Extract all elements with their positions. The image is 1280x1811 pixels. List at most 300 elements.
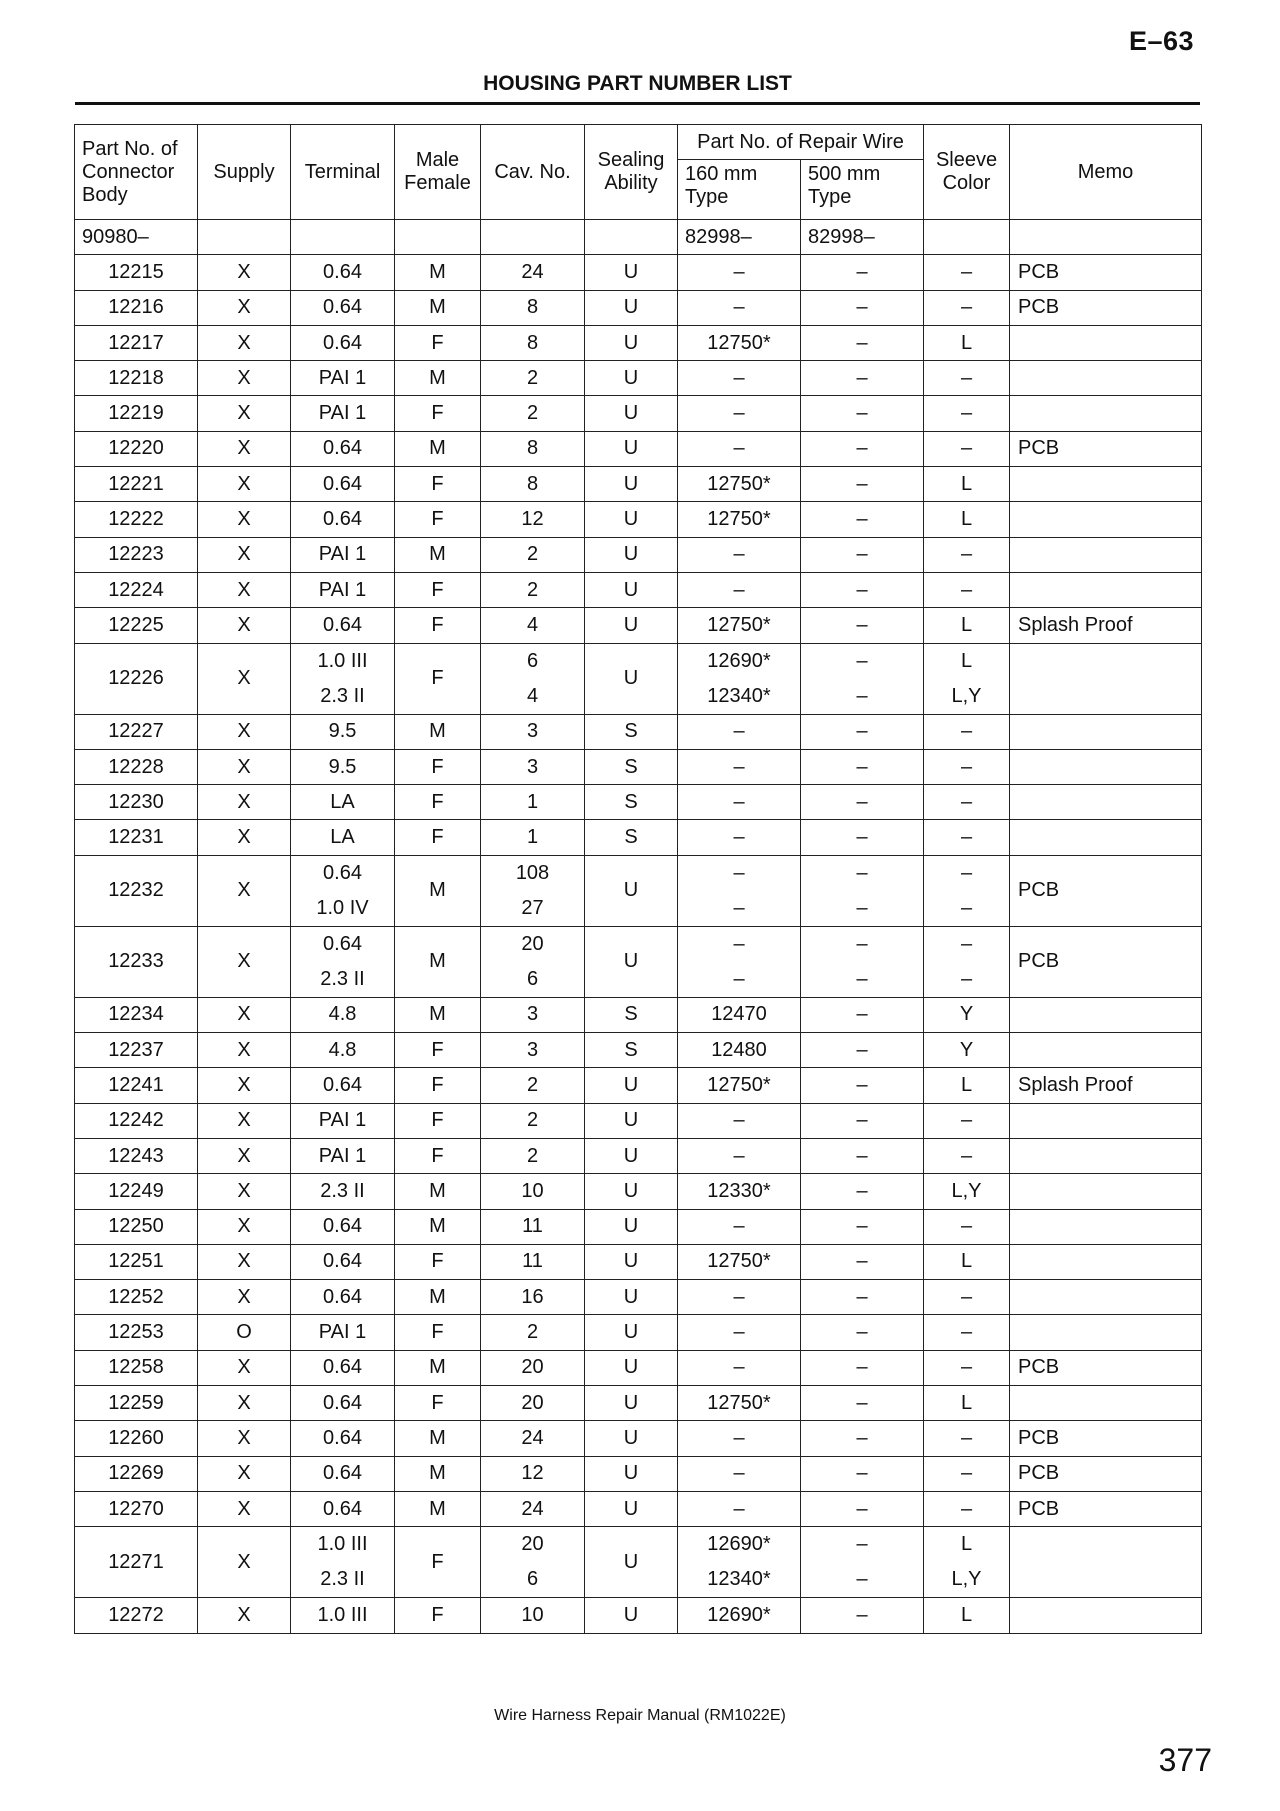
cell-wire-160: – [678, 537, 801, 572]
cell-sleeve-color: Y [924, 997, 1010, 1032]
cell-wire-160: – [678, 1315, 801, 1350]
cell-supply: X [198, 820, 291, 855]
cell-male-female: F [395, 1033, 481, 1068]
cell-connector-body: 12259 [75, 1386, 198, 1421]
table-row [75, 1174, 1202, 1209]
cell-cav-no: 2 [481, 361, 585, 396]
cell-male-female: M [395, 997, 481, 1032]
cell-connector-body: 12233 [75, 926, 198, 997]
cell-sleeve-color: L,Y [924, 1174, 1010, 1209]
footer-manual: Wire Harness Repair Manual (RM1022E) [494, 1707, 786, 1724]
cell-terminal: 0.64 [291, 1456, 395, 1491]
cell-sleeve-color: L [924, 325, 1010, 360]
cell-terminal-line: 2.3 II [320, 684, 365, 707]
cell-wire-160: – [678, 820, 801, 855]
cell-wire-500: – [801, 1244, 924, 1279]
cell-cav-no-line: 4 [526, 684, 539, 707]
cell-terminal: 0.64 [291, 608, 395, 643]
cell-supply: X [198, 997, 291, 1032]
cell-memo: Splash Proof [1010, 1068, 1202, 1103]
cell-sealing: S [585, 997, 678, 1032]
cell-wire-500 [801, 1527, 924, 1598]
cell-connector-body: 12237 [75, 1033, 198, 1068]
cell-sealing: U [585, 1103, 678, 1138]
cell-cav-no: 3 [481, 749, 585, 784]
cell-sealing: U [585, 467, 678, 502]
cell-cav-no: 2 [481, 537, 585, 572]
cell-cav-no: 3 [481, 714, 585, 749]
cell-wire-500: – [801, 1386, 924, 1421]
cell-wire-500: – [801, 431, 924, 466]
cell-cav-no: 1 [481, 820, 585, 855]
cell-wire-500 [801, 855, 924, 926]
cell-terminal-line: 0.64 [323, 932, 362, 955]
cell-connector-body: 12217 [75, 325, 198, 360]
cell-connector-body: 12225 [75, 608, 198, 643]
cell-sealing: U [585, 361, 678, 396]
cell-memo [1010, 1527, 1202, 1598]
body-prefix: 90980– [75, 220, 198, 255]
cell-supply: X [198, 1068, 291, 1103]
cell-sleeve-color-line: – [960, 932, 973, 955]
cell-male-female: M [395, 1280, 481, 1315]
cell-connector-body: 12271 [75, 1527, 198, 1598]
cell-memo [1010, 997, 1202, 1032]
cell-male-female: M [395, 1456, 481, 1491]
cell-terminal: LA [291, 785, 395, 820]
cell-wire-160 [678, 1527, 801, 1598]
header-sealing: Sealing Ability [585, 125, 678, 220]
cell-connector-body: 12216 [75, 290, 198, 325]
cell-male-female: M [395, 855, 481, 926]
cell-terminal: 1.0 III [291, 1598, 395, 1633]
cell-sealing: U [585, 1209, 678, 1244]
cell-connector-body: 12269 [75, 1456, 198, 1491]
table-row [75, 1527, 1202, 1598]
cell-memo [1010, 749, 1202, 784]
cell-supply: X [198, 608, 291, 643]
cell-wire-500-line: – [856, 649, 868, 672]
table-row [75, 1033, 1202, 1068]
cell-terminal [291, 643, 395, 714]
cell-supply: X [198, 361, 291, 396]
cell-terminal [291, 1527, 395, 1598]
cell-sealing: S [585, 714, 678, 749]
cell-wire-500: – [801, 1068, 924, 1103]
cell-wire-500: – [801, 502, 924, 537]
cell-sealing: U [585, 537, 678, 572]
cell-supply: X [198, 1138, 291, 1173]
cell-cav-no-line: 20 [521, 932, 544, 955]
cell-wire-500: – [801, 1315, 924, 1350]
cell-terminal-line: 0.64 [323, 861, 362, 884]
cell-sleeve-color: L [924, 502, 1010, 537]
cell-wire-500 [801, 643, 924, 714]
table-row [75, 1491, 1202, 1526]
cell-cav-no: 8 [481, 431, 585, 466]
cell-wire-160: – [678, 714, 801, 749]
header-part-no: Part No. of Connector Body [75, 125, 198, 220]
cell-connector-body: 12253 [75, 1315, 198, 1350]
cell-sealing: U [585, 572, 678, 607]
cell-sealing: S [585, 820, 678, 855]
cell-wire-500: – [801, 1174, 924, 1209]
cell-wire-160: – [678, 1103, 801, 1138]
cell-male-female: F [395, 396, 481, 431]
cell-memo [1010, 1138, 1202, 1173]
cell-memo [1010, 714, 1202, 749]
cell-memo [1010, 1033, 1202, 1068]
cell-wire-160: 12750* [678, 608, 801, 643]
cell-sleeve-color: – [924, 1138, 1010, 1173]
table-row [75, 1244, 1202, 1279]
cell-sleeve-color: L [924, 1598, 1010, 1633]
cell-supply: X [198, 926, 291, 997]
cell-connector-body: 12226 [75, 643, 198, 714]
cell-wire-160: – [678, 1456, 801, 1491]
cell-memo: PCB [1010, 431, 1202, 466]
cell-memo [1010, 785, 1202, 820]
cell-sleeve-color: – [924, 1209, 1010, 1244]
cell-male-female: M [395, 290, 481, 325]
cell-supply: X [198, 1280, 291, 1315]
cell-terminal: 0.64 [291, 1068, 395, 1103]
cell-wire-500: – [801, 997, 924, 1032]
cell-male-female: M [395, 255, 481, 290]
cell-cav-no: 2 [481, 1103, 585, 1138]
cell-sleeve-color: – [924, 820, 1010, 855]
cell-sleeve-color-line: L,Y [951, 684, 982, 707]
cell-wire-500-line: – [856, 1568, 868, 1591]
cell-sleeve-color: – [924, 749, 1010, 784]
cell-wire-500: – [801, 396, 924, 431]
table-row [75, 537, 1202, 572]
cell-male-female: M [395, 537, 481, 572]
cell-sealing: U [585, 1456, 678, 1491]
cell-sealing: U [585, 325, 678, 360]
table-row [75, 361, 1202, 396]
cell-sleeve-color: – [924, 431, 1010, 466]
cell-terminal: 0.64 [291, 1421, 395, 1456]
cell-terminal: PAI 1 [291, 1138, 395, 1173]
cell-connector-body: 12218 [75, 361, 198, 396]
table-row [75, 785, 1202, 820]
cell-connector-body: 12223 [75, 537, 198, 572]
cell-cav-no: 8 [481, 290, 585, 325]
cell-sleeve-color [924, 855, 1010, 926]
table-row [75, 1138, 1202, 1173]
cell-male-female: F [395, 325, 481, 360]
cell-wire-160-line: – [733, 896, 745, 919]
cell-wire-160: – [678, 1138, 801, 1173]
cell-wire-500: – [801, 255, 924, 290]
cell-male-female: F [395, 467, 481, 502]
cell-connector-body: 12272 [75, 1598, 198, 1633]
cell-cav-no-line: 20 [521, 1533, 544, 1556]
cell-connector-body: 12232 [75, 855, 198, 926]
cell-terminal: 0.64 [291, 255, 395, 290]
cell-terminal: PAI 1 [291, 1103, 395, 1138]
cell-supply: X [198, 502, 291, 537]
cell-connector-body: 12228 [75, 749, 198, 784]
cell-memo [1010, 1174, 1202, 1209]
cell-wire-500: – [801, 1280, 924, 1315]
cell-wire-160: – [678, 1421, 801, 1456]
cell-male-female: F [395, 749, 481, 784]
table-row [75, 1068, 1202, 1103]
cell-supply: X [198, 785, 291, 820]
cell-wire-500: – [801, 361, 924, 396]
table-row [75, 820, 1202, 855]
cell-sealing: U [585, 643, 678, 714]
cell-wire-500: – [801, 714, 924, 749]
cell-wire-160: – [678, 255, 801, 290]
cell-cav-no: 11 [481, 1244, 585, 1279]
cell-cav-no: 2 [481, 1068, 585, 1103]
cell-sealing: U [585, 396, 678, 431]
cell-terminal: 0.64 [291, 1350, 395, 1385]
cell-cav-no-line: 6 [526, 967, 539, 990]
cell-male-female: F [395, 502, 481, 537]
page-number: 377 [1158, 1742, 1212, 1778]
cell-cav-no [481, 926, 585, 997]
cell-cav-no: 16 [481, 1280, 585, 1315]
cell-wire-500: – [801, 1033, 924, 1068]
cell-wire-500: – [801, 820, 924, 855]
cell-cav-no [481, 855, 585, 926]
cell-wire-160-line: 12340* [707, 684, 771, 707]
cell-cav-no: 2 [481, 1138, 585, 1173]
cell-wire-500: – [801, 1598, 924, 1633]
cell-supply: X [198, 1386, 291, 1421]
header-supply: Supply [198, 125, 291, 220]
cell-wire-500 [801, 926, 924, 997]
cell-wire-160 [678, 643, 801, 714]
cell-terminal: PAI 1 [291, 396, 395, 431]
cell-memo [1010, 1386, 1202, 1421]
cell-sealing: U [585, 1350, 678, 1385]
table-row [75, 1315, 1202, 1350]
cell-wire-500-line: – [856, 896, 868, 919]
wire500-prefix: 82998– [801, 220, 924, 255]
cell-terminal-line: 2.3 II [320, 967, 365, 990]
table-row [75, 325, 1202, 360]
cell-wire-160: – [678, 290, 801, 325]
cell-supply: X [198, 643, 291, 714]
cell-supply: X [198, 1527, 291, 1598]
cell-sealing: U [585, 502, 678, 537]
cell-sealing: U [585, 1386, 678, 1421]
cell-sleeve-color: – [924, 1491, 1010, 1526]
cell-memo [1010, 1280, 1202, 1315]
cell-memo: Splash Proof [1010, 608, 1202, 643]
table-row [75, 714, 1202, 749]
table-row [75, 1598, 1202, 1633]
cell-sealing: S [585, 1033, 678, 1068]
cell-supply: X [198, 396, 291, 431]
cell-wire-160: – [678, 1280, 801, 1315]
header-memo: Memo [1010, 125, 1202, 220]
cell-sleeve-color: – [924, 1421, 1010, 1456]
cell-cav-no: 2 [481, 1315, 585, 1350]
cell-wire-160 [678, 926, 801, 997]
cell-sleeve-color [924, 926, 1010, 997]
cell-sleeve-color: – [924, 1103, 1010, 1138]
cell-male-female: F [395, 1068, 481, 1103]
cell-cav-no: 2 [481, 572, 585, 607]
cell-memo: PCB [1010, 255, 1202, 290]
cell-wire-500: – [801, 537, 924, 572]
table-row [75, 396, 1202, 431]
cell-male-female: M [395, 1174, 481, 1209]
cell-supply: X [198, 1350, 291, 1385]
cell-sealing: U [585, 1315, 678, 1350]
cell-connector-body: 12220 [75, 431, 198, 466]
cell-connector-body: 12241 [75, 1068, 198, 1103]
table-row [75, 1209, 1202, 1244]
cell-connector-body: 12224 [75, 572, 198, 607]
cell-terminal: 4.8 [291, 997, 395, 1032]
table-row [75, 502, 1202, 537]
cell-connector-body: 12231 [75, 820, 198, 855]
cell-connector-body: 12249 [75, 1174, 198, 1209]
cell-connector-body: 12219 [75, 396, 198, 431]
cell-sealing: U [585, 1598, 678, 1633]
cell-memo [1010, 1209, 1202, 1244]
cell-sealing: U [585, 926, 678, 997]
cell-memo: PCB [1010, 1491, 1202, 1526]
table-row [75, 997, 1202, 1032]
header-cav-no: Cav. No. [481, 125, 585, 220]
cell-cav-no-line: 6 [526, 649, 539, 672]
cell-supply: X [198, 467, 291, 502]
cell-connector-body: 12243 [75, 1138, 198, 1173]
cell-sleeve-color-line: – [960, 967, 973, 990]
cell-cav-no-line: 27 [521, 896, 544, 919]
page-code: E–63 [1128, 26, 1194, 56]
cell-terminal-line: 1.0 III [317, 1533, 368, 1556]
cell-male-female: M [395, 431, 481, 466]
cell-connector-body: 12227 [75, 714, 198, 749]
cell-terminal: 0.64 [291, 467, 395, 502]
cell-male-female: F [395, 1598, 481, 1633]
table-row [75, 1103, 1202, 1138]
cell-supply: X [198, 431, 291, 466]
cell-wire-500-line: – [856, 932, 868, 955]
cell-memo [1010, 1103, 1202, 1138]
cell-sleeve-color: – [924, 1280, 1010, 1315]
cell-sealing: U [585, 855, 678, 926]
cell-sealing: U [585, 431, 678, 466]
cell-memo [1010, 643, 1202, 714]
cell-supply: X [198, 1174, 291, 1209]
cell-supply: X [198, 537, 291, 572]
cell-wire-160-line: – [733, 932, 745, 955]
cell-memo [1010, 820, 1202, 855]
cell-supply: X [198, 855, 291, 926]
cell-memo [1010, 1244, 1202, 1279]
cell-sleeve-color: – [924, 785, 1010, 820]
cell-wire-500: – [801, 1209, 924, 1244]
cell-male-female: M [395, 1421, 481, 1456]
header-sleeve: Sleeve Color [924, 125, 1010, 220]
cell-sleeve-color [924, 643, 1010, 714]
cell-connector-body: 12215 [75, 255, 198, 290]
cell-terminal: 0.64 [291, 1209, 395, 1244]
cell-wire-160: 12750* [678, 1386, 801, 1421]
cell-terminal: LA [291, 820, 395, 855]
table-row [75, 926, 1202, 997]
cell-cav-no: 1 [481, 785, 585, 820]
cell-cav-no: 4 [481, 608, 585, 643]
cell-wire-500: – [801, 325, 924, 360]
cell-memo [1010, 467, 1202, 502]
cell-terminal [291, 926, 395, 997]
cell-supply: X [198, 714, 291, 749]
table-row [75, 643, 1202, 714]
cell-sleeve-color-line: – [960, 896, 973, 919]
table-row [75, 255, 1202, 290]
cell-terminal: 0.64 [291, 1280, 395, 1315]
cell-memo: PCB [1010, 855, 1202, 926]
cell-cav-no: 11 [481, 1209, 585, 1244]
table-row [75, 572, 1202, 607]
cell-wire-500-line: – [856, 861, 868, 884]
table-row [75, 1386, 1202, 1421]
cell-sleeve-color-line: L,Y [951, 1568, 982, 1591]
cell-terminal: 4.8 [291, 1033, 395, 1068]
cell-supply: X [198, 1456, 291, 1491]
cell-memo [1010, 1315, 1202, 1350]
table-row [75, 431, 1202, 466]
cell-supply: O [198, 1315, 291, 1350]
cell-supply: X [198, 255, 291, 290]
cell-sealing: U [585, 1421, 678, 1456]
cell-terminal-line: 1.0 III [317, 649, 368, 672]
cell-memo [1010, 361, 1202, 396]
cell-male-female: M [395, 361, 481, 396]
cell-cav-no: 10 [481, 1174, 585, 1209]
cell-connector-body: 12234 [75, 997, 198, 1032]
cell-connector-body: 12258 [75, 1350, 198, 1385]
cell-terminal: 0.64 [291, 1244, 395, 1279]
cell-terminal-line: 2.3 II [320, 1568, 365, 1591]
cell-cav-no: 20 [481, 1350, 585, 1385]
cell-cav-no: 20 [481, 1386, 585, 1421]
cell-male-female: F [395, 785, 481, 820]
cell-sleeve-color: L [924, 1244, 1010, 1279]
cell-sleeve-color: – [924, 537, 1010, 572]
cell-wire-500-line: – [856, 684, 868, 707]
cell-male-female: F [395, 1386, 481, 1421]
cell-wire-500: – [801, 1138, 924, 1173]
header-terminal: Terminal [291, 125, 395, 220]
cell-memo [1010, 1598, 1202, 1633]
table-row [75, 467, 1202, 502]
cell-memo [1010, 572, 1202, 607]
cell-wire-500-line: – [856, 967, 868, 990]
cell-sealing: S [585, 749, 678, 784]
cell-supply: X [198, 1033, 291, 1068]
cell-wire-160: – [678, 572, 801, 607]
cell-wire-160: – [678, 396, 801, 431]
cell-male-female: F [395, 820, 481, 855]
header-500mm: 500 mm Type [801, 160, 924, 220]
cell-wire-500: – [801, 749, 924, 784]
cell-sleeve-color: – [924, 255, 1010, 290]
cell-cav-no [481, 1527, 585, 1598]
cell-terminal: 9.5 [291, 714, 395, 749]
